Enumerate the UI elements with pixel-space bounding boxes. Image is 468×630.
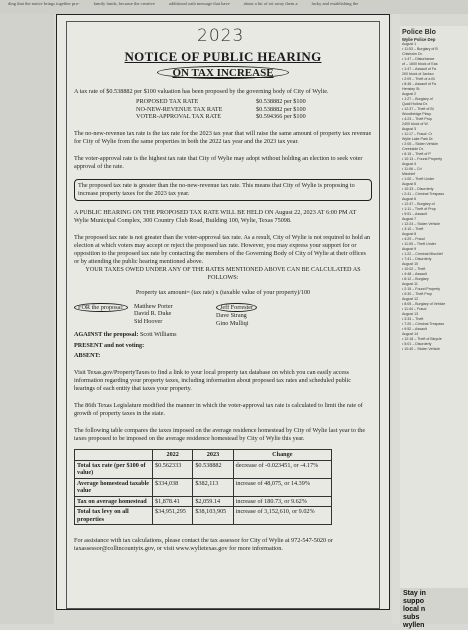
- table-cell: $1,878.41: [153, 496, 193, 507]
- promo-line: suppo: [403, 598, 424, 605]
- absent: ABSENT:: [74, 352, 101, 359]
- blotter-line: • 11:17 – Fraud: Cr: [402, 132, 433, 136]
- blotter-line: • 1:11 – Theft of Prop: [402, 207, 436, 211]
- blotter-line: • 6:15 – Theft of P: [402, 152, 431, 156]
- calculation-heading: YOUR TAXES OWED UNDER ANY OF THE RATES MENTIONED ABOVE CAN BE CALCULATED AS FOLLOWS:: [85, 265, 361, 281]
- blotter-line: • 1:00 – Theft Under: [402, 177, 435, 181]
- blotter-line: • 10:02 – Theft: [402, 267, 426, 271]
- blotter-line: of – 1600 block of Eas: [402, 62, 438, 66]
- tax-notice: [56, 14, 390, 610]
- blotter-line: Woodbridge Pkwy.: [402, 112, 432, 116]
- blotter-line: Mischief: [402, 172, 416, 176]
- blotter-line: • 2:05 – Stolen Vehicle: [402, 142, 439, 146]
- table-header: Change: [233, 450, 331, 461]
- promo-line: local n: [403, 606, 426, 613]
- blotter-line: August 8: [402, 232, 417, 236]
- rates-list: [136, 98, 372, 121]
- blotter-line: August 2: [402, 92, 417, 96]
- intro-text: A tax rate of $0.538882 per $100 valuation has been proposed by the governing body of City of Wylie.: [74, 88, 329, 95]
- blotter-line: August 11: [402, 282, 418, 286]
- blotter-line: August 12: [402, 297, 419, 301]
- blotter-line: August 7: [402, 217, 417, 221]
- table-cell: Total tax rate (per $100 of value): [75, 460, 153, 478]
- rate-value: $0.538882 per $100: [256, 98, 306, 105]
- blotter-line: • 6:12 – Burglary: [402, 277, 429, 281]
- table-cell: $0.538882: [193, 460, 233, 478]
- top-strip: [0, 0, 468, 14]
- blotter-line: • 2:15 – Found Property: [402, 287, 441, 291]
- rate-value: $0.594366 per $100: [256, 113, 306, 120]
- blotter-line: • 11:05 – Theft Under: [402, 242, 436, 246]
- blotter-line: • 3:33 – Theft: [402, 317, 424, 321]
- blotter-line: • 7:20 – Criminal Trespass: [402, 322, 445, 326]
- table-cell: $2,059.14: [193, 496, 233, 507]
- blotter-line: • 2:41 – Criminal Trespass: [402, 192, 445, 196]
- table-cell: $0.562333: [153, 460, 193, 478]
- rate-label: VOTER-APPROVAL TAX RATE: [136, 113, 221, 120]
- table-header-row: [75, 450, 332, 461]
- blotter-line: • 12:24 – Stolen Vehicle: [402, 222, 441, 226]
- blotter-line: • 11:53 – Burglary of B: [402, 47, 438, 51]
- comparison-table: [74, 449, 332, 525]
- rate-label: PROPOSED TAX RATE: [136, 98, 199, 105]
- table-cell: $38,103,905: [193, 507, 233, 525]
- table-cell: Total tax levy on all properties: [75, 507, 153, 525]
- blotter-line: • 12:47 – Burglary of: [402, 202, 435, 206]
- table-cell: $382,113: [193, 478, 233, 496]
- blotter-line: • 10:13 – Found Property: [402, 157, 443, 161]
- blotter-line: Hensley St.: [402, 87, 421, 91]
- top-strip-text: about a bit of set away them a: [243, 1, 298, 6]
- tax-notice-frame: [66, 21, 380, 609]
- blotter-line: Quail Hollow Dr.: [402, 102, 428, 106]
- table-cell: increase of 3,152,610, or 9.02%: [233, 507, 331, 525]
- increase-statement: The proposed tax rate is greater than the no-new-revenue tax rate. This means that City of Wylie is proposing to increase property taxes for the 2023 tax year.: [74, 179, 372, 201]
- blotter-line: • 1:22 – Criminal Mischief: [402, 252, 443, 256]
- blotter-line: August 5: [402, 182, 417, 186]
- police-blotter-title: Police Blo: [402, 29, 436, 36]
- blotter-line: 2400 block of W.: [402, 122, 429, 126]
- blotter-line: • 11:06 – Cri: [402, 167, 422, 171]
- blotter-line: • 9:30 – Theft Prop: [402, 292, 432, 296]
- handwritten-year: 2023: [197, 26, 245, 46]
- table-row: [75, 460, 332, 478]
- blotter-line: • 1:47 – Disturbance: [402, 57, 435, 61]
- promo-line: wyllen: [403, 622, 425, 629]
- blotter-line: • 10:40 – Stolen Vehicle: [402, 347, 441, 351]
- police-blotter-column: [400, 26, 468, 624]
- blotter-line: August 9: [402, 247, 417, 251]
- blotter-line: • 10:33 – Disorderly: [402, 187, 434, 191]
- police-blotter-subtitle: Wylie Police Dep: [402, 37, 436, 42]
- not-greater-statement: The proposed tax rate is not greater than the voter-approval tax rate. As a result, City of Wylie is not required to hold an election at which voters may accept or reject the proposed tax rate. However, you may express your support for or opposition to the proposed tax rate by contacting the members of the Governing Body of City of Wylie at their offices or by attending the public hearing mentioned above.: [74, 233, 371, 265]
- table-row: [75, 507, 332, 525]
- blotter-line: • 4:48 – Assault: [402, 272, 427, 276]
- blotter-line: • 2:09 – Theft of a Bi: [402, 77, 435, 81]
- blotter-line: • 1:47 – Assault of Fa: [402, 67, 437, 71]
- table-header: 2023: [193, 450, 233, 461]
- top-strip-text: lucky and establishing the: [311, 1, 359, 6]
- rate-value: $0.538882 per $100: [256, 105, 306, 113]
- council-member: Gino Mulliqi: [216, 319, 249, 327]
- blotter-line: • 4:29 – Fraud: [402, 237, 425, 241]
- blotter-line: August 6: [402, 197, 417, 201]
- top-strip-text: ding that the notice brings together pro-: [8, 1, 80, 6]
- top-strip-text: family funds, because the creative: [93, 1, 155, 6]
- blotter-line: August 10: [402, 262, 419, 266]
- promo-line: subs: [403, 614, 420, 621]
- table-header: [75, 450, 153, 461]
- votes-against: AGAINST the proposal: Scott Williams: [74, 331, 177, 338]
- table-row: [75, 478, 332, 496]
- table-header: 2022: [153, 450, 193, 461]
- notice-subtitle: ON TAX INCREASE: [157, 66, 288, 79]
- blotter-line: • 8:46 – Assault of Fa: [402, 82, 437, 86]
- council-member: Sid Hoover: [134, 317, 163, 325]
- assistance-footer: For assistance with tax calculations, please contact the tax assessor for City of Wylie at 972-547-5020 or taxassessor@collincountytx.gov, or visit www.wylietexas.gov for more information.: [74, 537, 333, 552]
- for-label: FOR the proposal:: [74, 303, 134, 328]
- blotter-line: • 9:51 – Assault: [402, 212, 427, 216]
- tax-formula: Property tax amount= (tax rate) x (taxable value of your property)/100: [135, 288, 311, 296]
- blotter-line: Chisholm Dr.: [402, 52, 423, 56]
- legislature-text: The 86th Texas Legislature modified the manner in which the voter-approval tax rate is calculated to limit the rate of growth of property taxes in the state.: [74, 402, 363, 417]
- blotter-line: • 7:41 – Disorderly: [402, 257, 432, 261]
- blotter-line: • 5:01 – Disorderly: [402, 342, 432, 346]
- blotter-line: • 12:37 – Theft of Bi: [402, 107, 434, 111]
- blotter-line: • 4:23 – Theft Prop: [402, 117, 432, 121]
- visit-text: Visit Texas.gov/PropertyTaxes to find a link to your local property tax database on which you can easily access information regarding your property taxes, including information about proposed tax rates and scheduled public hearings of each entity that taxes your property.: [74, 369, 351, 392]
- council-member: Dave Strang: [216, 312, 247, 319]
- for-names-col2: [216, 303, 316, 328]
- no-new-revenue-definition: The no-new-revenue tax rate is the tax rate for the 2023 tax year that will raise the same amount of property tax revenue for City of Wylie from the same properties in both the 2022 tax year and the 2023 tax year.: [74, 129, 372, 145]
- table-cell: Average homestead taxable value: [75, 478, 153, 496]
- blotter-line: August 1: [402, 42, 417, 46]
- blotter-line: Creekside Dr.: [402, 147, 424, 151]
- blotter-line: • 1:27 – Burglary of: [402, 97, 433, 101]
- council-member: Jeff Forrester: [216, 303, 257, 313]
- promo-line: Stay in: [403, 590, 426, 597]
- hearing-announcement: A PUBLIC HEARING ON THE PROPOSED TAX RATE WILL BE HELD ON August 22, 2023 AT 6:00 PM AT Wylie Municipal Complex, 300 Country Club Road, Building 100, Wylie, Texas 75098.: [74, 208, 357, 224]
- blotter-line: August 3: [402, 127, 417, 131]
- table-cell: increase of 48,075, or 14.39%: [233, 478, 331, 496]
- for-names-col1: [134, 303, 216, 328]
- police-blotter-lines: [402, 42, 466, 352]
- blotter-line: 200 block of Jackso: [402, 72, 434, 76]
- table-cell: $334,038: [153, 478, 193, 496]
- top-strip-text: additional oath message that have: [168, 1, 230, 6]
- rate-label: NO-NEW-REVENUE TAX RATE: [136, 105, 223, 113]
- table-cell: Tax on average homestead: [75, 496, 153, 507]
- notice-title: NOTICE OF PUBLIC HEARING: [124, 49, 322, 64]
- subscribe-promo: [400, 588, 468, 629]
- council-member: Matthew Porter: [134, 302, 173, 310]
- blotter-line: • 8:05 – Burglary of Vehicle: [402, 302, 446, 306]
- voter-approval-definition: The voter-approval rate is the highest tax rate that City of Wylie may adopt without holding an election to seek voter approval of the rate.: [74, 154, 363, 170]
- table-cell: increase of 180.73, or 9.62%: [233, 496, 331, 507]
- blotter-line: • 12:18 – Theft of Bicycle: [402, 337, 442, 341]
- blotter-line: • 9:52 – Assault: [402, 327, 427, 331]
- table-row: [75, 496, 332, 507]
- blotter-line: August 14: [402, 332, 419, 336]
- blotter-line: • 11:44 – Fraud: [402, 307, 427, 311]
- blotter-line: August 13: [402, 312, 419, 316]
- comparison-table-wrap: [74, 449, 372, 525]
- council-member: David R. Duke: [134, 310, 172, 317]
- blotter-line: Wylie Lake Park Dr.: [402, 137, 434, 141]
- blotter-line: • 3:10 – Theft: [402, 227, 424, 231]
- table-intro: The following table compares the taxes imposed on the average residence homestead by City of Wylie last year to the taxes proposed to be imposed on the average residence homestead by City of Wylie this year.: [74, 427, 366, 442]
- table-cell: decrease of -0.023451, or -4.17%: [233, 460, 331, 478]
- table-cell: $34,951,295: [153, 507, 193, 525]
- page-fold: [392, 14, 400, 624]
- blotter-line: August 4: [402, 162, 417, 166]
- page-left-margin: [0, 14, 54, 624]
- present-not-voting: PRESENT and not voting:: [74, 342, 145, 349]
- votes-for: [74, 303, 372, 328]
